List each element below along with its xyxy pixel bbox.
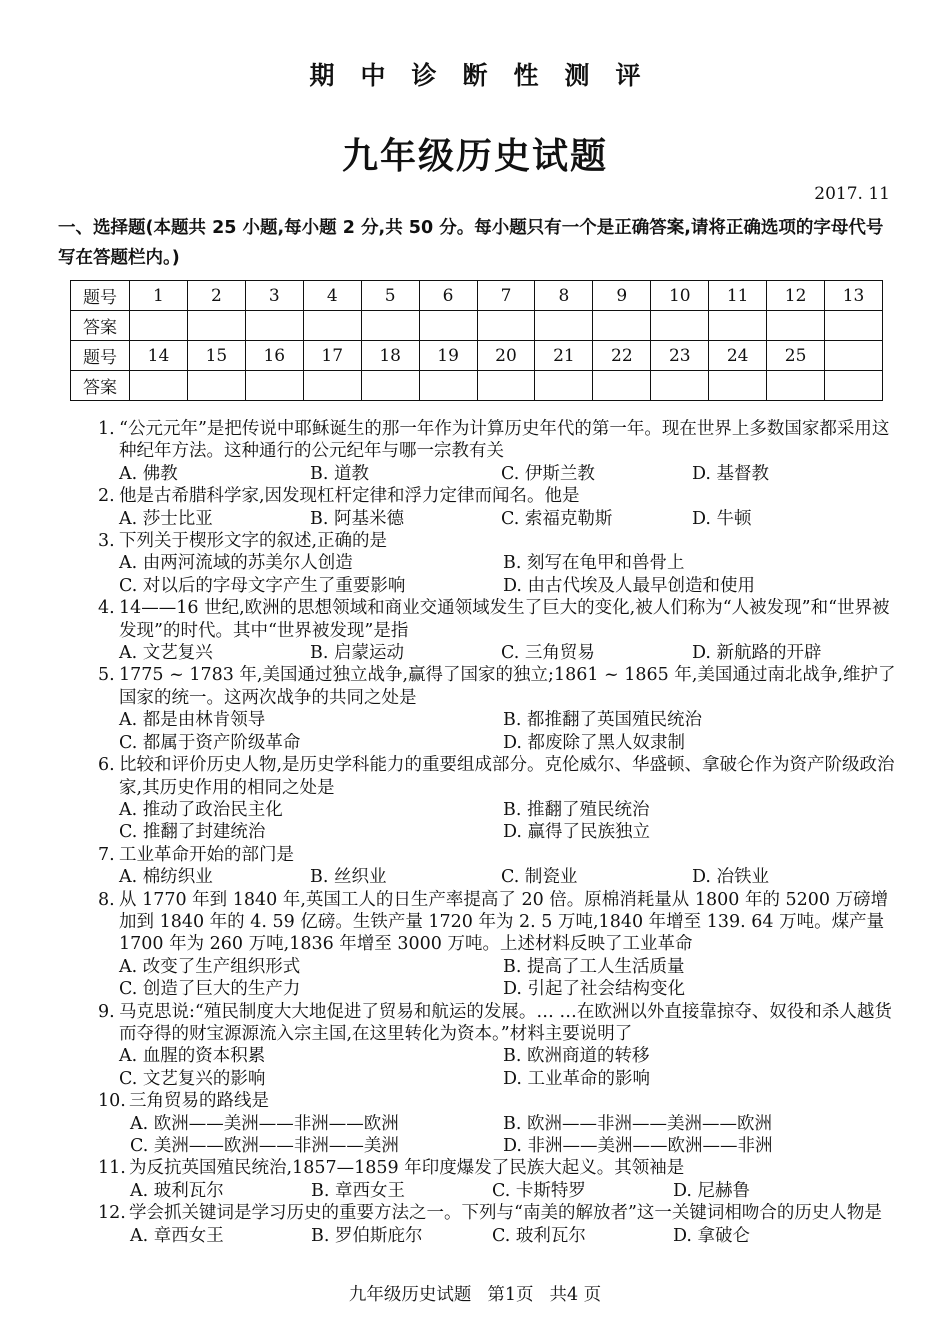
footer-page: 第1页 <box>487 1285 534 1305</box>
grid-number-cell: 12 <box>767 281 825 311</box>
question <box>98 844 898 889</box>
option-row <box>98 642 898 664</box>
grid-number-cell: 18 <box>361 341 419 371</box>
question-text: 比较和评价历史人物,是历史学科能力的重要组成部分。克伦威尔、华盛顿、拿破仑作为资产阶级政治家,其历史作用的相同之处是 <box>119 755 895 798</box>
question <box>98 754 898 844</box>
question-number: 7. <box>98 844 115 865</box>
question-text: 14——16 世纪,欧洲的思想领域和商业交通领域发生了巨大的变化,被人们称为“人被发现”和“世界被发现”的时代。其中“世界被发现”是指 <box>119 598 890 641</box>
grid-answer-cell[interactable] <box>477 311 535 341</box>
option: D. 都废除了黑人奴隶制 <box>503 732 686 753</box>
question-text: 学会抓关键词是学习历史的重要方法之一。下列与“南美的解放者”这一关键词相吻合的历史人物是 <box>129 1203 882 1224</box>
grid-answer-cell[interactable] <box>651 311 709 341</box>
option: B. 章西女王 <box>311 1180 405 1201</box>
grid-number-cell: 5 <box>361 281 419 311</box>
question-text: 他是古希腊科学家,因发现杠杆定律和浮力定律而闻名。他是 <box>119 486 580 507</box>
grid-number-cell: 7 <box>477 281 535 311</box>
question-text: 1775 ~ 1783 年,美国通过独立战争,赢得了国家的独立;1861 ~ 1865 年,美国通过南北战争,维护了国家的统一。这两次战争的共同之处是 <box>119 665 896 708</box>
option: D. 引起了社会结构变化 <box>503 979 686 1000</box>
question-stem <box>98 1157 898 1179</box>
grid-number-cell: 20 <box>477 341 535 371</box>
grid-answer-row <box>71 371 883 401</box>
question-stem <box>98 664 898 709</box>
option-row <box>98 1135 898 1157</box>
grid-label: 答案 <box>71 371 130 401</box>
option: B. 欧洲商道的转移 <box>503 1046 650 1067</box>
question-stem <box>98 754 898 799</box>
option: B. 道教 <box>310 463 369 484</box>
question-list <box>98 418 898 1247</box>
grid-answer-cell[interactable] <box>245 311 303 341</box>
grid-answer-cell[interactable] <box>303 371 361 401</box>
question <box>98 1090 898 1157</box>
grid-number-cell: 13 <box>825 281 883 311</box>
option: B. 提高了工人生活质量 <box>503 956 685 977</box>
option: B. 推翻了殖民统治 <box>503 799 650 820</box>
option: C. 制瓷业 <box>501 867 578 888</box>
option: C. 创造了巨大的生产力 <box>119 979 301 1000</box>
section-heading: 一、选择题(本题共 25 小题,每小题 2 分,共 50 分。每小题只有一个是正确答案,请将正确选项的字母代号写在答题栏内。) <box>58 218 884 268</box>
grid-number-cell: 2 <box>187 281 245 311</box>
grid-answer-cell[interactable] <box>419 311 477 341</box>
question-stem <box>98 844 898 866</box>
option: A. 棉纺织业 <box>119 867 213 888</box>
grid-number-cell: 1 <box>130 281 188 311</box>
option-row <box>98 799 898 821</box>
grid-label: 题号 <box>71 281 130 311</box>
grid-number-cell: 24 <box>709 341 767 371</box>
option: A. 都是由林肯领导 <box>119 710 266 731</box>
option-row <box>98 956 898 978</box>
option: C. 对以后的字母文字产生了重要影响 <box>119 575 406 596</box>
option: A. 文艺复兴 <box>119 643 213 664</box>
grid-answer-cell[interactable] <box>709 311 767 341</box>
option: C. 卡斯特罗 <box>492 1180 586 1201</box>
footer-total: 共4 页 <box>549 1285 602 1305</box>
option-row <box>98 1045 898 1067</box>
question-text: 工业革命开始的部门是 <box>119 844 294 865</box>
grid-number-cell: 6 <box>419 281 477 311</box>
option: D. 工业革命的影响 <box>503 1068 651 1089</box>
option: B. 启蒙运动 <box>310 643 404 664</box>
question-number: 9. <box>98 1001 115 1022</box>
option: B. 刻写在龟甲和兽骨上 <box>503 553 685 574</box>
grid-answer-row <box>71 311 883 341</box>
grid-answer-cell[interactable] <box>361 371 419 401</box>
grid-answer-cell[interactable] <box>477 371 535 401</box>
option: C. 都属于资产阶级革命 <box>119 732 301 753</box>
question-stem <box>98 1001 898 1046</box>
grid-answer-cell[interactable] <box>593 371 651 401</box>
question-number: 1. <box>98 419 115 439</box>
option: A. 血腥的资本积累 <box>119 1046 266 1067</box>
option: C. 玻利瓦尔 <box>492 1225 586 1246</box>
question-stem <box>98 1090 898 1112</box>
grid-answer-cell[interactable] <box>130 311 188 341</box>
option: D. 尼赫鲁 <box>673 1180 751 1201</box>
grid-answer-cell[interactable] <box>535 311 593 341</box>
grid-number-cell: 10 <box>651 281 709 311</box>
option-row <box>98 709 898 731</box>
option: C. 文艺复兴的影响 <box>119 1068 266 1089</box>
option: D. 非洲——美洲——欧洲——非洲 <box>503 1136 773 1156</box>
question-number: 6. <box>98 755 115 776</box>
grid-number-cell: 14 <box>130 341 188 371</box>
grid-number-cell <box>825 341 883 371</box>
grid-answer-cell[interactable] <box>130 371 188 401</box>
grid-answer-cell[interactable] <box>825 311 883 341</box>
question-number: 8. <box>98 889 115 910</box>
grid-number-cell: 17 <box>303 341 361 371</box>
grid-number-cell: 11 <box>709 281 767 311</box>
exam-date: 2017. 11 <box>814 184 890 204</box>
question-text: “公元元年”是把传说中耶稣诞生的那一年作为计算历史年代的第一年。现在世界上多数国家都采用这种纪年方法。这种通行的公元纪年与哪一宗教有关 <box>119 419 890 462</box>
grid-answer-cell[interactable] <box>593 311 651 341</box>
option: A. 欧洲——美洲——非洲——欧洲 <box>130 1113 399 1134</box>
option-row <box>98 463 898 485</box>
option-row <box>98 1113 898 1135</box>
question-stem <box>98 485 898 507</box>
question <box>98 1157 898 1202</box>
grid-answer-cell[interactable] <box>187 371 245 401</box>
answer-grid <box>70 280 883 401</box>
grid-answer-cell[interactable] <box>361 311 419 341</box>
option: D. 由古代埃及人最早创造和使用 <box>503 575 756 596</box>
grid-number-row <box>71 281 883 311</box>
grid-answer-cell[interactable] <box>651 371 709 401</box>
option-row <box>98 552 898 574</box>
grid-number-cell: 19 <box>419 341 477 371</box>
option: A. 佛教 <box>119 463 178 484</box>
grid-label: 答案 <box>71 311 130 341</box>
option: B. 都推翻了英国殖民统治 <box>503 710 702 731</box>
option: C. 伊斯兰教 <box>501 463 595 484</box>
option-row <box>98 1180 898 1202</box>
grid-answer-cell[interactable] <box>767 311 825 341</box>
question <box>98 889 898 1001</box>
question-text: 为反抗英国殖民统治,1857—1859 年印度爆发了民族大起义。其领袖是 <box>129 1158 685 1179</box>
option-row <box>98 866 898 888</box>
grid-answer-cell[interactable] <box>245 371 303 401</box>
option: A. 由两河流域的苏美尔人创造 <box>119 553 353 574</box>
grid-number-cell: 16 <box>245 341 303 371</box>
footer-title: 九年级历史试题 <box>348 1285 472 1305</box>
option: D. 新航路的开辟 <box>692 643 822 664</box>
question-number: 10. <box>98 1091 126 1112</box>
option-row <box>98 821 898 843</box>
grid-number-cell: 9 <box>593 281 651 311</box>
option-row <box>98 978 898 1000</box>
question <box>98 597 898 664</box>
option-row <box>98 508 898 530</box>
option-row <box>98 1068 898 1090</box>
grid-answer-cell[interactable] <box>187 311 245 341</box>
question-text: 马克思说:“殖民制度大大地促进了贸易和航运的发展。… …在欧洲以外直接靠掠夺、奴役和杀人越货而夺得的财宝源源流入宗主国,在这里转化为资本。”材料主要说明了 <box>119 1001 892 1044</box>
grid-number-cell: 25 <box>767 341 825 371</box>
option: C. 三角贸易 <box>501 643 595 664</box>
grid-number-cell: 3 <box>245 281 303 311</box>
question-stem <box>98 1202 898 1224</box>
exam-name: 期中诊断性测评 <box>309 61 667 90</box>
grid-answer-cell[interactable] <box>419 371 477 401</box>
question-number: 4. <box>98 598 115 619</box>
option: B. 阿基米德 <box>310 508 404 529</box>
grid-number-cell: 21 <box>535 341 593 371</box>
option: A. 玻利瓦尔 <box>130 1180 224 1201</box>
option: A. 改变了生产组织形式 <box>119 956 301 977</box>
option: B. 欧洲——非洲——美洲——欧洲 <box>503 1113 772 1134</box>
option: D. 冶铁业 <box>692 867 770 888</box>
question <box>98 530 898 597</box>
question <box>98 418 898 485</box>
option: D. 赢得了民族独立 <box>503 822 651 843</box>
option-row <box>98 1225 898 1247</box>
option: D. 拿破仑 <box>673 1225 751 1246</box>
grid-answer-cell[interactable] <box>709 371 767 401</box>
question-number: 12. <box>98 1203 126 1224</box>
grid-answer-cell[interactable] <box>825 371 883 401</box>
option: B. 罗伯斯庇尔 <box>311 1225 423 1246</box>
option: C. 美洲——欧洲——非洲——美洲 <box>130 1136 399 1156</box>
question-stem <box>98 418 898 463</box>
grid-number-cell: 23 <box>651 341 709 371</box>
question-text: 三角贸易的路线是 <box>129 1091 269 1112</box>
grid-number-cell: 8 <box>535 281 593 311</box>
grid-number-cell: 15 <box>187 341 245 371</box>
grid-answer-cell[interactable] <box>303 311 361 341</box>
question-number: 5. <box>98 665 115 686</box>
option-row <box>98 732 898 754</box>
option-row <box>98 575 898 597</box>
question-number: 2. <box>98 486 115 507</box>
grid-label: 题号 <box>71 341 130 371</box>
question-number: 11. <box>98 1158 126 1179</box>
grid-answer-cell[interactable] <box>535 371 593 401</box>
question-stem <box>98 597 898 642</box>
option: B. 丝织业 <box>310 867 387 888</box>
question <box>98 1202 898 1247</box>
question-number: 3. <box>98 531 115 552</box>
option: C. 索福克勒斯 <box>501 508 613 529</box>
option: D. 基督教 <box>692 463 770 484</box>
grid-number-cell: 22 <box>593 341 651 371</box>
exam-title: 九年级历史试题 <box>341 136 608 177</box>
question <box>98 485 898 530</box>
question-stem <box>98 530 898 552</box>
option: A. 推动了政治民主化 <box>119 799 283 820</box>
option: D. 牛顿 <box>692 508 752 529</box>
question <box>98 1001 898 1091</box>
grid-number-cell: 4 <box>303 281 361 311</box>
question-text: 下列关于楔形文字的叙述,正确的是 <box>119 531 388 552</box>
page-footer <box>0 1281 950 1306</box>
question <box>98 664 898 754</box>
question-text: 从 1770 年到 1840 年,英国工人的日生产率提高了 20 倍。原棉消耗量从 1800 年的 5200 万磅增加到 1840 年的 4. 59 亿磅。生铁产量 1720 年为 2. 5 万吨,1840 年增至 139. 64 万吨。煤产量 1700 年为 260 万吨,1836 年增至 3000 万吨。上述材料反映了工业革命 <box>119 889 889 955</box>
question-stem <box>98 889 898 956</box>
option: A. 章西女王 <box>130 1225 224 1246</box>
grid-number-row <box>71 341 883 371</box>
option: A. 莎士比亚 <box>119 508 213 529</box>
grid-answer-cell[interactable] <box>767 371 825 401</box>
option: C. 推翻了封建统治 <box>119 822 266 843</box>
